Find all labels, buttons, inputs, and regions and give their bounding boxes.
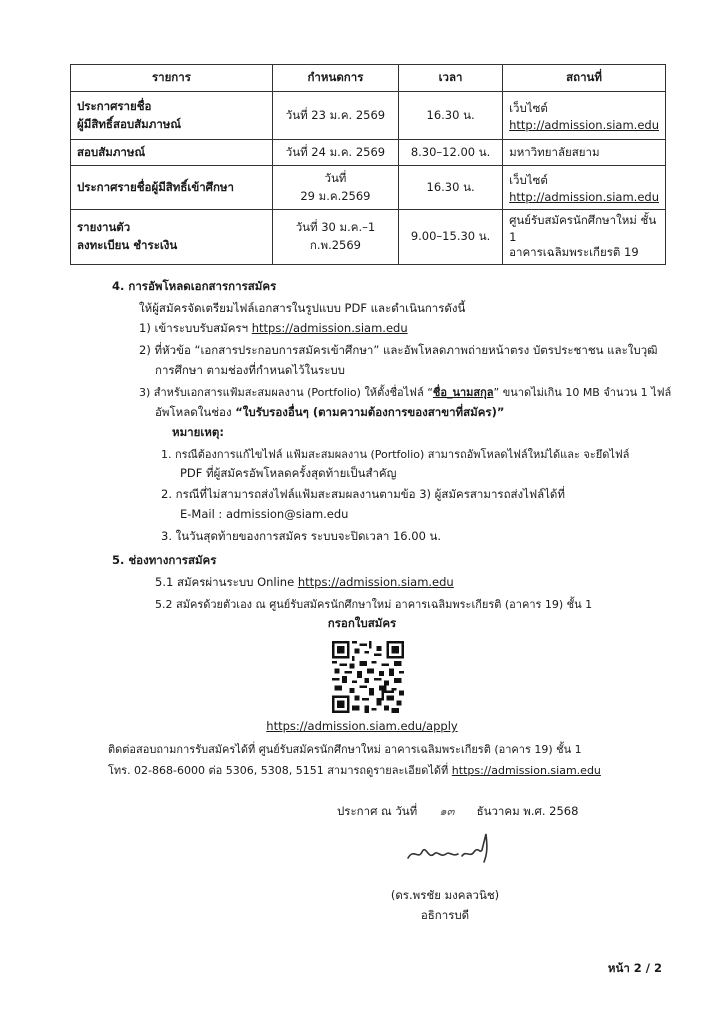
note2-line1: 2. กรณีที่ไม่สามารถส่งไฟล์แฟ้มสะสมผลงานตามข้อ 3) ผู้สมัครสามารถส่งไฟล์ได้ที่: [161, 487, 565, 501]
section4-intro: ให้ผู้สมัครจัดเตรียมไฟล์เอกสารในรูปแบบ PDF และดำเนินการดังนี้: [139, 301, 466, 315]
table-cell-place: [503, 210, 666, 265]
website-link[interactable]: http://admission.siam.edu: [509, 189, 659, 204]
note-heading: หมายเหตุ:: [172, 425, 224, 439]
step1: [139, 320, 408, 338]
table-cell-time: 9.00–15.30 น.: [399, 210, 503, 265]
announce-text: ธันวาคม พ.ศ. 2568: [476, 804, 579, 818]
channel-walkin: 5.2 สมัครด้วยตัวเอง ณ ศูนย์รับสมัครนักศึกษาใหม่ อาคารเฉลิมพระเกียรติ (อาคาร 19) ชั้น 1: [155, 598, 593, 611]
announce-text: ประกาศ ณ วันที่: [337, 804, 418, 818]
table-cell-place: มหาวิทยาลัยสยาม: [503, 140, 666, 166]
section4-heading: 4. การอัพโหลดเอกสารการสมัคร: [112, 279, 277, 293]
cell-text: เว็บไซต์: [509, 172, 548, 187]
cell-text: ศูนย์รับสมัครนักศึกษาใหม่ ชั้น 1: [509, 213, 657, 244]
table-cell-item: [71, 210, 273, 265]
signature-image: [404, 830, 500, 870]
table-header: รายการ: [71, 65, 273, 92]
table-header: เวลา: [399, 65, 503, 92]
handwritten-day: ๑๓: [439, 804, 455, 818]
admission-link[interactable]: https://admission.siam.edu: [297, 575, 454, 589]
table-cell-date: วันที่ 24 ม.ค. 2569: [272, 140, 398, 166]
contact-line1: ติดต่อสอบถามการรับสมัครได้ที่ ศูนย์รับสมัครนักศึกษาใหม่ อาคารเฉลิมพระเกียรติ (อาคาร 19) ชั้น 1: [108, 743, 582, 756]
filename-format: ชื่อ_นามสกุล: [432, 386, 494, 399]
announce-date: [337, 803, 578, 821]
admission-link[interactable]: https://admission.siam.edu: [451, 764, 601, 777]
table-cell-date: วันที่ 23 ม.ค. 2569: [272, 92, 398, 140]
apply-link[interactable]: https://admission.siam.edu/apply: [266, 719, 458, 733]
form-label: กรอกใบสมัคร: [327, 616, 397, 630]
section5-heading: 5. ช่องทางการสมัคร: [112, 553, 217, 567]
step3-text: ” ขนาดไม่เกิน 10 MB จำนวน 1 ไฟล์: [493, 386, 672, 399]
note1-line2: PDF ที่ผู้สมัครอัพโหลดครั้งสุดท้ายเป็นสำคัญ: [180, 466, 397, 480]
table-header-row: [71, 65, 666, 92]
table-row: [71, 92, 666, 140]
cell-text: ลงทะเบียน ชำระเงิน: [77, 238, 178, 252]
website-link[interactable]: http://admission.siam.edu: [509, 117, 659, 132]
step3-text: 3) สำหรับเอกสารแฟ้มสะสมผลงาน (Portfolio) ให้ตั้งชื่อไฟล์ “: [139, 386, 433, 399]
admission-link[interactable]: https://admission.siam.edu: [251, 321, 408, 335]
schedule-table: [70, 64, 666, 265]
qr-code[interactable]: [332, 641, 404, 713]
step3-line1: [139, 383, 671, 401]
step2-line2: การศึกษา ตามช่องที่กำหนดไว้ในระบบ: [155, 363, 345, 377]
note1-line1: 1. กรณีต้องการแก้ไขไฟล์ แฟ้มสะสมผลงาน (Portfolio) สามารถอัพโหลดไฟล์ใหม่ได้และ จะยึดไฟล์: [161, 448, 630, 461]
table-header: สถานที่: [503, 65, 666, 92]
contact-text: โทร. 02-868-6000 ต่อ 5306, 5308, 5151 สามารถดูรายละเอียดได้ที่: [108, 764, 452, 777]
cell-text: อาคารเฉลิมพระเกียรติ 19: [509, 245, 639, 259]
page-number: หน้า 2 / 2: [607, 961, 662, 975]
table-cell-date: [272, 166, 398, 210]
cell-text: ประกาศรายชื่อ: [77, 98, 152, 113]
step1-text: 1) เข้าระบบรับสมัครฯ: [139, 321, 252, 335]
cell-text: เว็บไซต์: [509, 100, 548, 115]
table-cell-time: 16.30 น.: [399, 166, 503, 210]
cell-text: ผู้มีสิทธิ์สอบสัมภาษณ์: [77, 116, 182, 131]
step2-line1: 2) ที่หัวข้อ “เอกสารประกอบการสมัครเข้าศึกษา” และอัพโหลดภาพถ่ายหน้าตรง บัตรประชาชน และใบวุฒิ: [139, 343, 658, 357]
table-cell-place: [503, 166, 666, 210]
cell-text: 29 ม.ค.2569: [300, 188, 371, 203]
table-header: กำหนดการ: [272, 65, 398, 92]
cell-text: รายงานตัว: [77, 220, 131, 234]
cell-text: วันที่: [324, 170, 347, 185]
note3: 3. ในวันสุดท้ายของการสมัคร ระบบจะปิดเวลา 16.00 น.: [161, 529, 442, 543]
table-cell-date: วันที่ 30 ม.ค.–1 ก.พ.2569: [272, 210, 398, 265]
table-row: [71, 166, 666, 210]
table-cell-item: สอบสัมภาษณ์: [71, 140, 273, 166]
table-cell-item: ประกาศรายชื่อผู้มีสิทธิ์เข้าศึกษา: [71, 166, 273, 210]
table-cell-place: [503, 92, 666, 140]
note2-email: E-Mail : admission@siam.edu: [180, 507, 349, 521]
table-row: [71, 140, 666, 166]
signer-title: อธิการบดี: [420, 908, 470, 922]
table-cell-time: 8.30–12.00 น.: [399, 140, 503, 166]
step3-line2: [155, 404, 504, 422]
channel-text: 5.1 สมัครผ่านระบบ Online: [155, 575, 298, 589]
table-cell-item: [71, 92, 273, 140]
signer-name: (ดร.พรชัย มงคลวนิช): [390, 888, 500, 902]
upload-slot-name: “ใบรับรองอื่นๆ (ตามความต้องการของสาขาที่สมัคร)”: [235, 405, 505, 419]
table-cell-time: 16.30 น.: [399, 92, 503, 140]
step3-text: อัพโหลดในช่อง: [155, 405, 236, 419]
contact-line2: [108, 761, 601, 779]
table-row: [71, 210, 666, 265]
channel-online: [155, 574, 454, 592]
